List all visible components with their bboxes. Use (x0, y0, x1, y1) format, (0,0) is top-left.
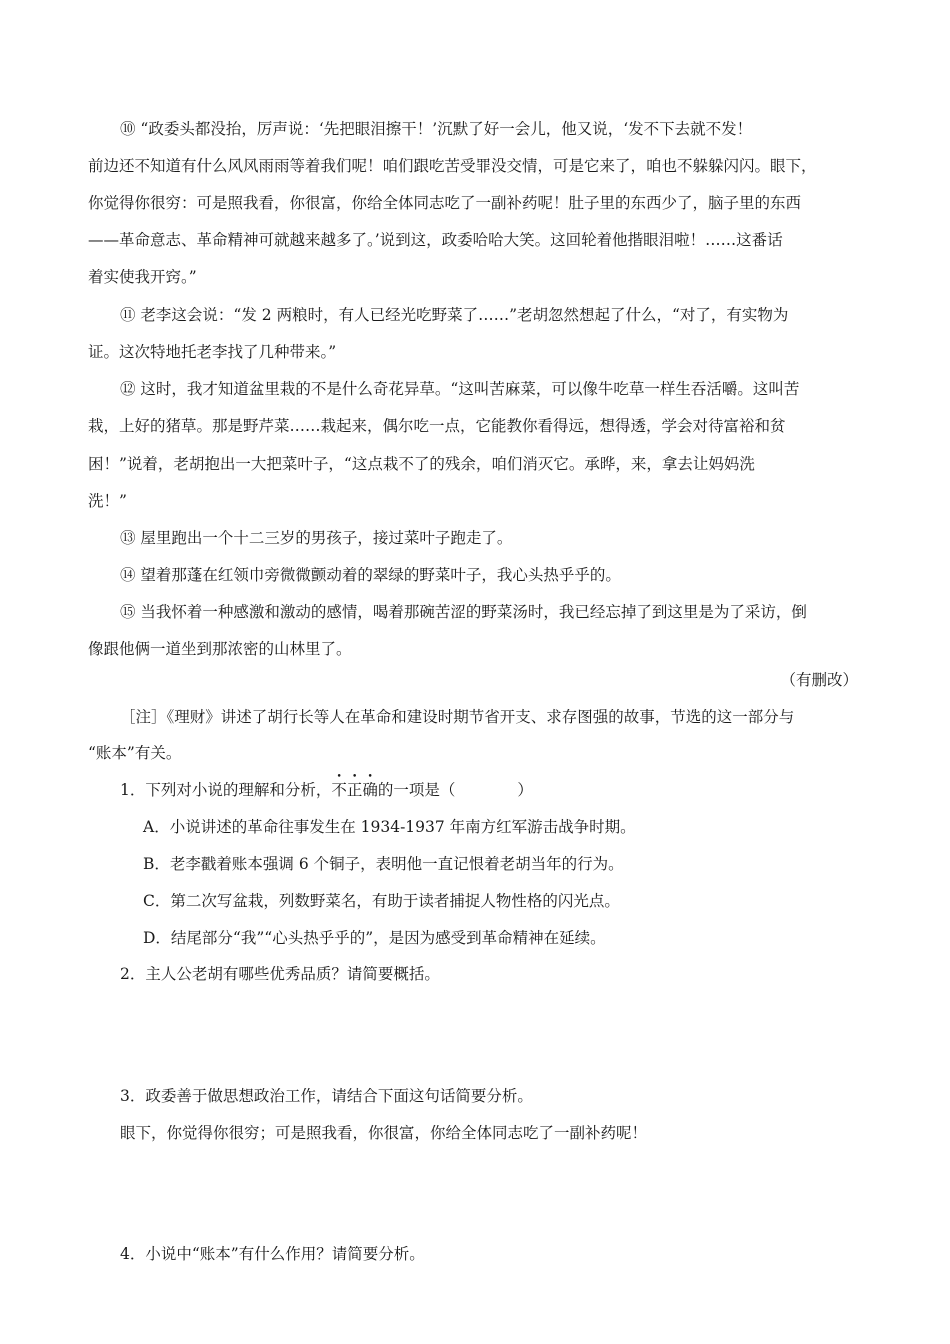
paragraph-12-line-3: 困！”说着，老胡抱出一大把菜叶子，“这点栽不了的残余，咱们消灭它。承晔，来，拿去让妈妈洗 (88, 455, 755, 473)
question-1-option-a: A．小说讲述的革命往事发生在 1934-1937 年南方红军游击战争时期。 (143, 818, 636, 836)
note-line-1: ［注］《理财》讲述了胡行长等人在革命和建设时期节省开支、求存图强的故事，节选的这一部分与 (120, 708, 795, 726)
question-3-quote: 眼下，你觉得你很穷；可是照我看，你很富，你给全体同志吃了一副补药呢！ (120, 1124, 648, 1142)
paragraph-10-line-3: 你觉得你很穷：可是照我看，你很富，你给全体同志吃了一副补药呢！肚子里的东西少了，脑子里的东西 (88, 194, 802, 212)
paragraph-11-line-1: ⑪ 老李这会说：“发 2 两粮时，有人已经光吃野菜了……”老胡忽然想起了什么，“对了，有实物为 (120, 306, 789, 324)
question-1-stem-before: 1．下列对小说的理解和分析， (120, 781, 332, 799)
paragraph-15-line-1: ⑮ 当我怀着一种感激和激动的感情，喝着那碗苦涩的野菜汤时，我已经忘掉了到这里是为了采访，倒 (120, 603, 807, 621)
paragraph-10-line-2: 前边还不知道有什么风风雨雨等着我们呢！咱们跟吃苦受罪没交情，可是它来了，咱也不躲躲闪闪。眼下， (88, 157, 817, 175)
emphasis-dot: • (367, 772, 373, 782)
emphasis-char-1: • 不 (331, 772, 347, 799)
paragraph-14: ⑭ 望着那蓬在红领巾旁微微颤动着的翠绿的野菜叶子，我心头热乎乎的。 (120, 566, 621, 584)
paragraph-15-line-2: 像跟他俩一道坐到那浓密的山林里了。 (88, 640, 352, 658)
paragraph-11-line-2: 证。这次特地托老李找了几种带来。” (88, 343, 337, 361)
paragraph-10-line-1: ⑩ “政委头都没抬，厉声说：‘先把眼泪擦干！’沉默了好一会儿，他又说，‘发不下去就不发！ (120, 120, 753, 138)
emphasis-dot: • (351, 772, 358, 782)
paragraph-10-line-5: 着实使我开窍。” (88, 268, 197, 286)
paragraph-10-line-4: ——革命意志、革命精神可就越来越多了。’说到这，政委哈哈大笑。这回轮着他揩眼泪啦！……这番话 (88, 231, 783, 249)
emphasis-char-2: • 正 (346, 772, 363, 799)
question-1-option-b: B．老李戳着账本强调 6 个铜子，表明他一直记恨着老胡当年的行为。 (143, 855, 624, 873)
paragraph-12-line-2: 栽，上好的猪草。那是野芹菜……栽起来，偶尔吃一点，它能教你看得远，想得透，学会对待富裕和贫 (88, 417, 786, 435)
question-1-option-c: C．第二次写盆栽，列数野菜名，有助于读者捕捉人物性格的闪光点。 (143, 892, 620, 910)
paragraph-12-line-4: 洗！” (88, 492, 127, 510)
paragraph-12-line-1: ⑫ 这时，我才知道盆里栽的不是什么奇花异草。“这叫苦麻菜，可以像牛吃草一样生吞活嚼。这叫苦 (120, 380, 800, 398)
paragraph-13: ⑬ 屋里跑出一个十二三岁的男孩子，接过菜叶子跑走了。 (120, 529, 513, 547)
question-4: 4．小说中“账本”有什么作用？请简要分析。 (120, 1245, 425, 1263)
emphasis-char-3: • 确 (362, 772, 378, 799)
question-3: 3．政委善于做思想政治工作，请结合下面这句话简要分析。 (120, 1087, 533, 1105)
question-1-stem-after: 的一项是（ ） (377, 781, 533, 799)
source-note: （有删改） (780, 671, 858, 689)
note-line-2: “账本”有关。 (88, 744, 182, 762)
emphasis-dot: • (336, 772, 342, 782)
question-1-option-d: D．结尾部分“我”“心头热乎乎的”，是因为感受到革命精神在延续。 (143, 929, 606, 947)
question-1-stem (120, 772, 533, 801)
question-2: 2．主人公老胡有哪些优秀品质？请简要概括。 (120, 965, 440, 983)
